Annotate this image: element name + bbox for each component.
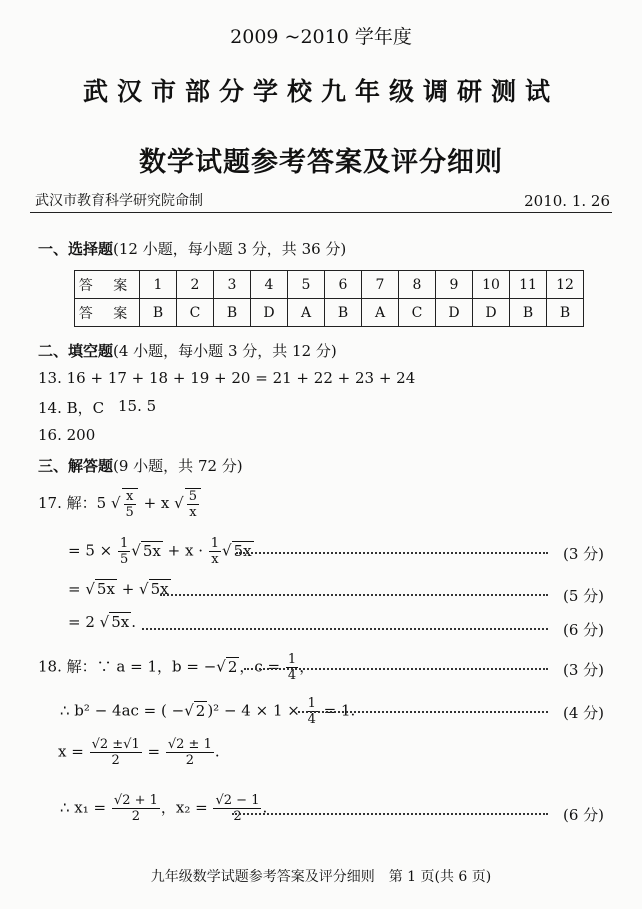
table-cell: 1 [140, 271, 177, 299]
table-cell: 3 [214, 271, 251, 299]
table-cell: 12 [547, 271, 584, 299]
score: (3 分) [562, 661, 604, 679]
numerator: √2 − 1 [215, 793, 260, 808]
q18-prefix: 18. 解：∵ a = 1，b = − [38, 657, 217, 676]
table-cell: D [473, 299, 510, 327]
dot-leader [236, 552, 548, 554]
section-3-note: (9 小题，共 72 分) [113, 457, 243, 475]
table-header: 答 案 [75, 271, 140, 299]
section-1-note: (12 小题，每小题 3 分，共 36 分) [113, 240, 347, 258]
numerator: 5 [188, 489, 197, 504]
table-cell: 11 [510, 271, 547, 299]
table-cell: 5 [288, 271, 325, 299]
denominator: 2 [233, 809, 242, 824]
section-2-heading [38, 340, 337, 361]
denominator: 5 [125, 505, 134, 520]
table-cell: D [436, 299, 473, 327]
fraction [112, 793, 160, 824]
score: (6 分) [562, 806, 604, 824]
fraction [118, 536, 130, 567]
denominator: 4 [287, 668, 297, 683]
answer-15: 15. 5 [118, 397, 157, 415]
table-cell: D [251, 299, 288, 327]
radicand: 5x [150, 580, 169, 598]
table-cell: B [510, 299, 547, 327]
table-cell: B [140, 299, 177, 327]
issue-date: 2010. 1. 26 [524, 192, 610, 210]
denominator: x [211, 552, 219, 567]
table-cell: C [177, 299, 214, 327]
numerator: √2 ± 1 [167, 737, 212, 752]
document-title: 数学试题参考答案及评分细则 [139, 147, 503, 178]
section-2-label: 二、填空题 [38, 342, 114, 360]
q17-statement [38, 488, 202, 520]
text: )² − 4 × 1 × [207, 701, 300, 720]
denominator: 5 [120, 552, 129, 567]
table-cell: B [325, 299, 362, 327]
section-3-label: 三、解答题 [38, 457, 114, 475]
dot-leader [160, 594, 548, 596]
numerator: √2 + 1 [113, 793, 158, 808]
radicand: 2 [227, 657, 238, 676]
text: ，x₂ = [160, 798, 208, 817]
section-1-label: 一、选择题 [38, 240, 114, 258]
denominator: 2 [131, 809, 141, 824]
answer-14: 14. B，C [38, 399, 105, 417]
radicand: 5x [111, 613, 130, 631]
radical-sign: √ [110, 494, 121, 512]
table-cell: B [214, 299, 251, 327]
q17-plus-x: + x [143, 494, 170, 512]
text: ， [299, 657, 315, 676]
text: = 5 × [68, 541, 113, 560]
table-cell: 6 [325, 271, 362, 299]
table-cell: C [399, 299, 436, 327]
score: (5 分) [562, 587, 604, 605]
numerator: 1 [120, 536, 129, 551]
table-row-numbers [75, 271, 584, 299]
text: ∴ x₁ = [60, 798, 107, 817]
answer-16: 16. 200 [38, 426, 96, 444]
answer-13: 13. 16 + 17 + 18 + 19 + 20 = 21 + 22 + 23 + 24 [38, 369, 416, 387]
denominator: 2 [111, 753, 120, 768]
q17-step-1: = 5 × $\frac{1}{5}$ √ 5x + x · $\frac{1}{x}$ √ 5x [68, 536, 252, 567]
table-cell: 7 [362, 271, 399, 299]
q18-statement: 18. 解：∵ a = 1，b = −√ 2 ，c = $\frac{1}{4}$ ， [38, 652, 315, 683]
table-cell: 9 [436, 271, 473, 299]
exam-title: 武汉市部分学校九年级调研测试 [82, 77, 559, 106]
text: . [131, 613, 137, 631]
header-divider [30, 212, 612, 213]
numerator: 1 [210, 536, 220, 551]
q18-discriminant: ∴ b² − 4ac = ( −√ 2 )² − 4 × 1 × $\frac{1}{4}$ = 1. [60, 696, 356, 727]
text: x = [58, 742, 84, 761]
table-cell: B [547, 299, 584, 327]
text: = 2 [68, 613, 95, 631]
score: (4 分) [562, 704, 604, 722]
text: . [214, 742, 220, 761]
numerator: √2 ±√1 [91, 737, 140, 752]
section-1-heading [38, 238, 346, 259]
dot-leader [232, 813, 548, 815]
page-footer: 九年级数学试题参考答案及评分细则 第 1 页(共 6 页) [150, 869, 492, 885]
fraction [185, 488, 201, 520]
denominator: x [189, 505, 197, 520]
radicand: 2 [195, 701, 206, 720]
numerator: 1 [307, 696, 316, 711]
table-header: 答 案 [75, 299, 140, 327]
school-year: 2009 ~2010 学年度 [230, 26, 412, 48]
q17-step-3: = 2 √ 5x . [68, 613, 137, 631]
fraction [90, 737, 142, 768]
text: ∴ b² − 4ac = ( − [60, 701, 185, 720]
table-cell: 4 [251, 271, 288, 299]
score: (6 分) [562, 621, 604, 639]
denominator: 4 [307, 712, 316, 727]
fraction [166, 737, 214, 768]
radicand: 5x [142, 541, 161, 560]
text: = [147, 742, 161, 761]
numerator: 1 [287, 652, 297, 667]
fraction [122, 488, 138, 520]
text: = 1. [323, 701, 356, 720]
radicand: 5x [233, 541, 252, 560]
section-2-note: (4 小题，每小题 3 分，共 12 分) [113, 342, 337, 360]
radicand: 5x [96, 580, 115, 598]
dot-leader [244, 668, 548, 670]
q18-roots [60, 793, 267, 824]
dot-leader [142, 628, 548, 630]
text: = [68, 580, 81, 598]
table-cell: 2 [177, 271, 214, 299]
denominator: 2 [185, 753, 194, 768]
score: (3 分) [562, 545, 604, 563]
text: + [121, 580, 135, 598]
answer-table [74, 270, 584, 327]
table-row-answers [75, 299, 584, 327]
numerator: x [124, 489, 136, 505]
table-cell: 10 [473, 271, 510, 299]
issuer: 武汉市教育科学研究院命制 [35, 193, 203, 209]
radical-sign: √ [174, 494, 184, 512]
fraction [209, 536, 221, 567]
q18-quadratic-formula [58, 737, 220, 768]
text: ，c = [239, 657, 281, 676]
dot-leader [298, 711, 548, 713]
fraction [213, 793, 261, 824]
q17-step-2: = √ 5x + √ 5x [68, 580, 169, 598]
table-cell: A [288, 299, 325, 327]
table-cell: 8 [399, 271, 436, 299]
text: . [262, 798, 268, 817]
q17-prefix: 17. 解：5 [38, 494, 107, 512]
table-cell: A [362, 299, 399, 327]
section-3-heading [38, 455, 243, 476]
text: + x · [167, 541, 203, 560]
